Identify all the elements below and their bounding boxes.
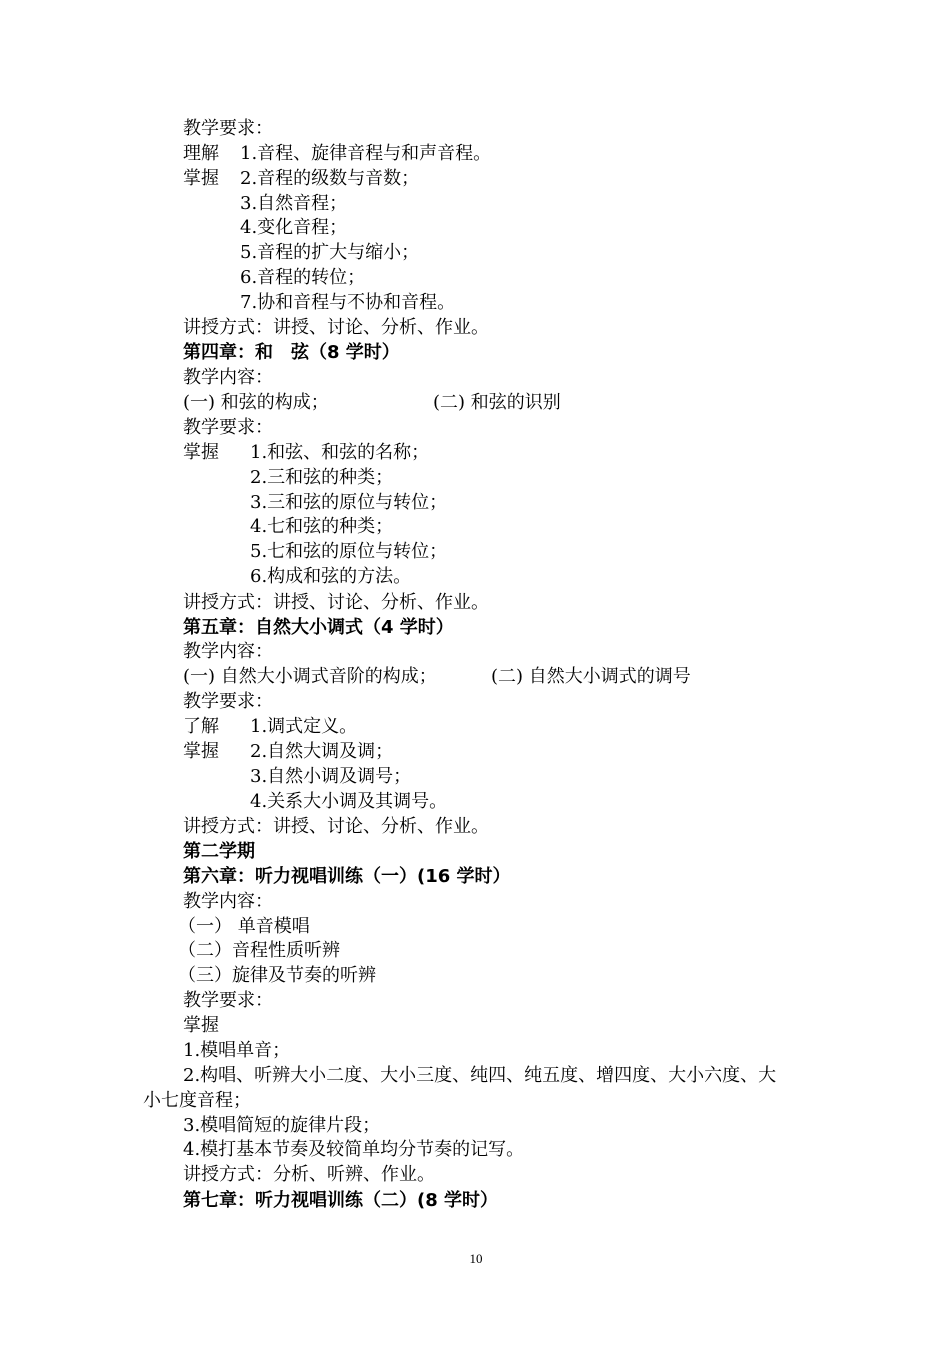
chapter-5-title: 第五章：自然大小调式（4 学时） bbox=[183, 617, 454, 638]
requirement-item: 6.构成和弦的方法。 bbox=[250, 566, 412, 587]
teaching-method: 讲授方式：分析、听辨、作业。 bbox=[183, 1164, 435, 1185]
teaching-method: 讲授方式：讲授、讨论、分析、作业。 bbox=[183, 592, 489, 613]
requirement-item: 4.关系大小调及其调号。 bbox=[250, 791, 448, 812]
requirement-item: 1.调式定义。 bbox=[250, 716, 358, 737]
requirement-item: 1.模唱单音； bbox=[183, 1040, 291, 1061]
content-item: （三）旋律及节奏的听辨 bbox=[178, 965, 376, 986]
requirement-item: 1.和弦、和弦的名称； bbox=[250, 442, 430, 463]
master-label: 掌握 bbox=[183, 442, 219, 463]
requirement-line bbox=[183, 167, 419, 191]
requirement-item: 5.音程的扩大与缩小； bbox=[240, 242, 420, 263]
semester-heading: 第二学期 bbox=[183, 841, 255, 862]
requirement-item: 7.协和音程与不协和音程。 bbox=[240, 292, 456, 313]
teaching-requirements-heading: 教学要求： bbox=[183, 990, 273, 1011]
requirement-item: 3.三和弦的原位与转位； bbox=[250, 492, 448, 513]
understand-label: 理解 bbox=[183, 143, 219, 164]
requirement-line bbox=[183, 715, 357, 739]
requirement-item: 4.模打基本节奏及较简单均分节奏的记写。 bbox=[183, 1139, 525, 1160]
content-item: (二) 自然大小调式的调号 bbox=[491, 666, 691, 687]
requirement-item: 2.三和弦的种类； bbox=[250, 467, 394, 488]
content-item: （二）音程性质听辨 bbox=[178, 940, 340, 961]
requirement-item: 5.七和弦的原位与转位； bbox=[250, 541, 448, 562]
teaching-requirements-heading: 教学要求： bbox=[183, 691, 273, 712]
teaching-requirements-heading: 教学要求： bbox=[183, 417, 273, 438]
teaching-content-heading: 教学内容： bbox=[183, 891, 273, 912]
master-label: 掌握 bbox=[183, 1015, 219, 1036]
content-item: (一) 自然大小调式音阶的构成； bbox=[183, 666, 437, 687]
requirement-item: 2.自然大调及调； bbox=[250, 741, 394, 762]
content-item: (二) 和弦的识别 bbox=[433, 392, 561, 413]
page-number: 10 bbox=[469, 1251, 483, 1266]
content-item: （一） 单音模唱 bbox=[178, 916, 310, 937]
requirement-item: 2.音程的级数与音数； bbox=[240, 168, 420, 189]
requirement-item: 3.模唱简短的旋律片段； bbox=[183, 1115, 381, 1136]
chapter-6-title: 第六章：听力视唱训练（一）(16 学时） bbox=[183, 866, 511, 887]
requirement-item: 1.音程、旋律音程与和声音程。 bbox=[240, 143, 492, 164]
teaching-method: 讲授方式：讲授、讨论、分析、作业。 bbox=[183, 317, 489, 338]
content-line bbox=[183, 391, 783, 415]
requirement-line bbox=[183, 740, 393, 764]
know-label: 了解 bbox=[183, 716, 219, 737]
content-item: (一) 和弦的构成； bbox=[183, 392, 329, 413]
requirement-item: 6.音程的转位； bbox=[240, 267, 366, 288]
teaching-method: 讲授方式：讲授、讨论、分析、作业。 bbox=[183, 816, 489, 837]
requirement-item-continued: 小七度音程； bbox=[143, 1090, 251, 1111]
requirement-item: 3.自然音程； bbox=[240, 193, 348, 214]
requirement-item: 4.变化音程； bbox=[240, 217, 348, 238]
master-label: 掌握 bbox=[183, 741, 219, 762]
teaching-requirements-heading: 教学要求： bbox=[183, 118, 273, 139]
content-line bbox=[183, 665, 783, 689]
chapter-4-title: 第四章：和 弦（8 学时） bbox=[183, 342, 400, 363]
requirement-item: 2.构唱、听辨大小二度、大小三度、纯四、纯五度、增四度、大小六度、大 bbox=[183, 1065, 777, 1086]
requirement-line bbox=[183, 142, 491, 166]
chapter-7-title: 第七章：听力视唱训练（二）(8 学时） bbox=[183, 1190, 499, 1211]
requirement-line bbox=[183, 441, 429, 465]
teaching-content-heading: 教学内容： bbox=[183, 641, 273, 662]
master-label: 掌握 bbox=[183, 168, 219, 189]
requirement-item: 4.七和弦的种类； bbox=[250, 516, 394, 537]
teaching-content-heading: 教学内容： bbox=[183, 367, 273, 388]
requirement-item: 3.自然小调及调号； bbox=[250, 766, 412, 787]
